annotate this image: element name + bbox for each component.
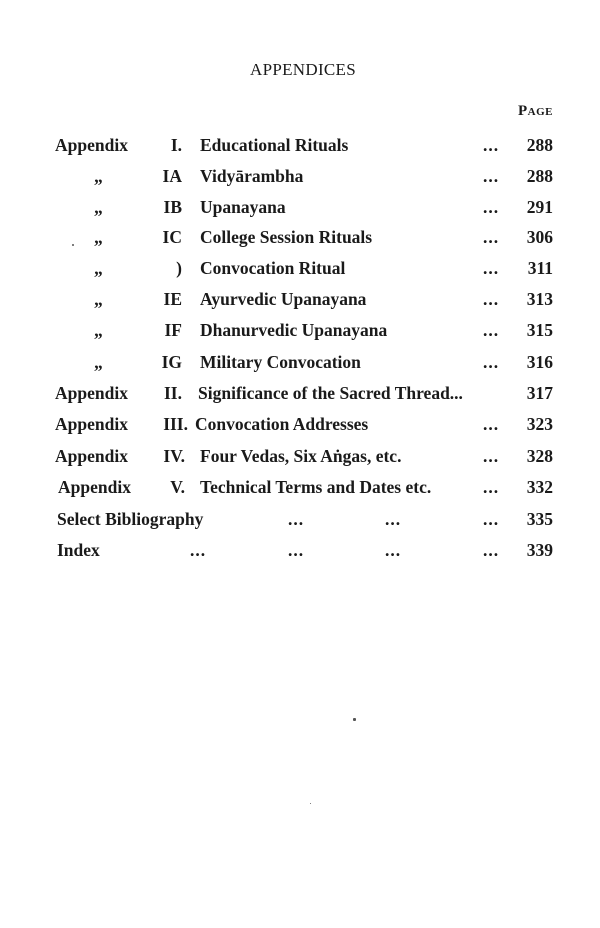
ditto-mark: „ xyxy=(94,320,103,340)
toc-entry xyxy=(0,320,600,344)
leader-dots: ... xyxy=(483,320,500,340)
entry-numeral: IB xyxy=(163,197,182,217)
entry-page: 306 xyxy=(526,227,553,247)
toc-entry xyxy=(0,227,600,251)
ditto-mark: „ xyxy=(94,166,103,186)
leader-dots: ... xyxy=(385,509,402,529)
toc-entry xyxy=(0,166,600,190)
entry-title: Technical Terms and Dates etc. xyxy=(200,477,432,497)
entry-title: College Session Rituals xyxy=(200,227,373,247)
scan-speck xyxy=(353,718,356,721)
entry-page: 288 xyxy=(526,166,553,186)
entry-page: 317 xyxy=(526,383,553,403)
entry-numeral: II. xyxy=(164,383,182,403)
toc-entry xyxy=(0,197,600,221)
toc-entry xyxy=(0,446,600,470)
page-title: APPENDICES xyxy=(250,60,356,79)
entry-page: 339 xyxy=(526,540,553,560)
entry-title: Dhanurvedic Upanayana xyxy=(200,320,388,340)
entry-title: Convocation Ritual xyxy=(200,258,346,278)
leader-dots: ... xyxy=(288,509,305,529)
entry-page: 291 xyxy=(526,197,553,217)
scan-speck xyxy=(310,803,311,804)
toc-entry xyxy=(0,352,600,376)
entry-label: Appendix xyxy=(55,414,128,434)
leader-dots: ... xyxy=(483,197,500,217)
toc-entry xyxy=(0,258,600,282)
entry-page: 316 xyxy=(526,352,553,372)
leader-dots: ... xyxy=(483,166,500,186)
entry-numeral: IC xyxy=(162,227,182,247)
entry-title: Four Vedas, Six Aṅgas, etc. xyxy=(200,446,402,466)
entry-numeral: III. xyxy=(163,414,188,434)
entry-label: Appendix xyxy=(55,135,128,155)
entry-numeral: IG xyxy=(161,352,182,372)
ditto-mark: „ xyxy=(94,197,103,217)
toc-entry-bibliography xyxy=(0,509,600,533)
entry-title: Convocation Addresses xyxy=(195,414,369,434)
entry-title: Vidyārambha xyxy=(200,166,304,186)
leader-dots: ... xyxy=(190,540,207,560)
entry-title: Upanayana xyxy=(200,197,286,217)
entry-title: Significance of the Sacred Thread... xyxy=(198,383,463,403)
entry-numeral: V. xyxy=(170,477,185,497)
entry-page: 311 xyxy=(527,258,553,278)
leader-dots: ... xyxy=(385,540,402,560)
leader-dots: ... xyxy=(483,227,500,247)
entry-page: 288 xyxy=(526,135,553,155)
toc-entry xyxy=(0,414,600,438)
entry-page: 332 xyxy=(526,477,553,497)
leader-dots: ... xyxy=(483,540,500,560)
leader-dots: ... xyxy=(288,540,305,560)
leader-dots: ... xyxy=(483,414,500,434)
entry-label: Appendix xyxy=(55,446,128,466)
ditto-mark: „ xyxy=(94,289,103,309)
entry-numeral: IF xyxy=(164,320,182,340)
entry-page: 313 xyxy=(526,289,553,309)
leader-dots: ... xyxy=(483,289,500,309)
ditto-mark: „ xyxy=(94,227,103,247)
entry-title: Index xyxy=(57,540,100,560)
entry-page: 328 xyxy=(526,446,553,466)
entry-title: Military Convocation xyxy=(200,352,361,372)
leader-dots: ... xyxy=(483,477,500,497)
entry-label: Appendix xyxy=(58,477,131,497)
leader-dots: ... xyxy=(483,135,500,155)
entry-label: Appendix xyxy=(55,383,128,403)
toc-entry xyxy=(0,383,600,407)
entry-numeral: IA xyxy=(162,166,182,186)
entry-page: 335 xyxy=(526,509,553,529)
leader-dots: ... xyxy=(483,352,500,372)
page-column-header: Page xyxy=(518,103,553,119)
entry-title: Select Bibliography xyxy=(57,509,204,529)
entry-title: Educational Rituals xyxy=(200,135,349,155)
entry-numeral: ) xyxy=(176,258,182,278)
leader-dots: ... xyxy=(483,258,500,278)
leader-dots: ... xyxy=(483,446,500,466)
leader-dots: ... xyxy=(483,509,500,529)
toc-entry xyxy=(0,477,600,501)
scan-speck xyxy=(72,244,74,246)
toc-entry xyxy=(0,135,600,159)
entry-numeral: I. xyxy=(170,135,182,155)
entry-page: 315 xyxy=(526,320,553,340)
ditto-mark: „ xyxy=(94,258,103,278)
toc-entry xyxy=(0,289,600,313)
entry-numeral: IV. xyxy=(163,446,185,466)
entry-title: Ayurvedic Upanayana xyxy=(200,289,367,309)
entry-page: 323 xyxy=(526,414,553,434)
entry-numeral: IE xyxy=(163,289,182,309)
toc-entry-index xyxy=(0,540,600,564)
ditto-mark: „ xyxy=(94,352,103,372)
